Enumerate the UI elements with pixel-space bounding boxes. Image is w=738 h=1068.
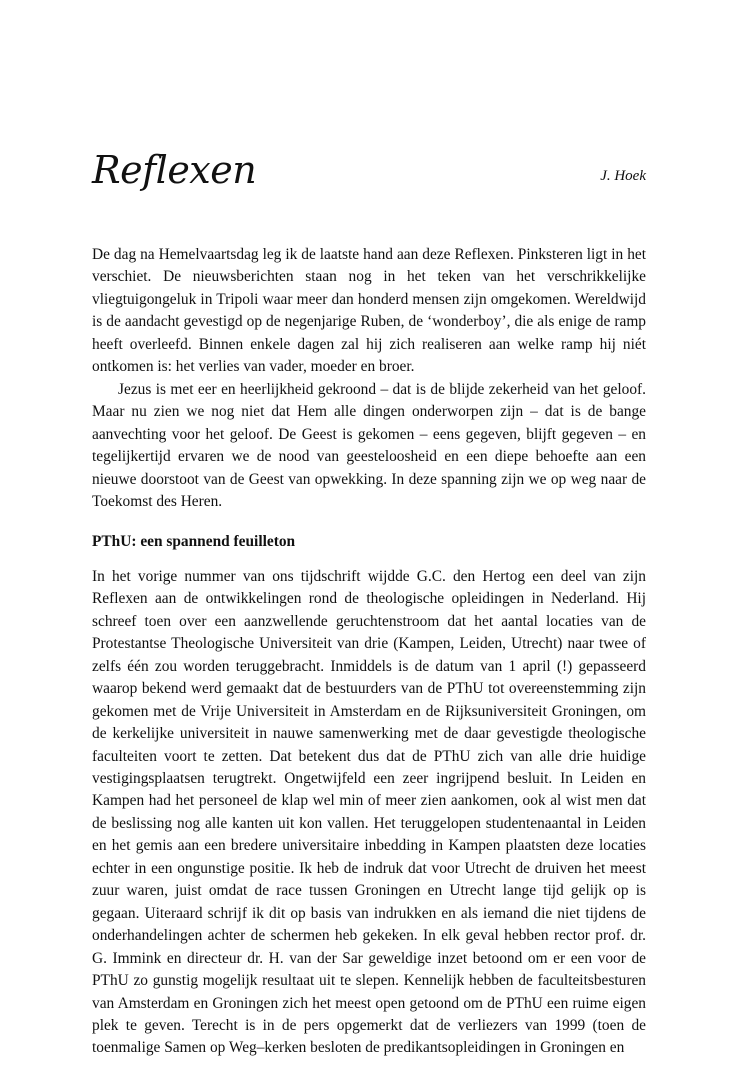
section-heading: PThU: een spannend feuilleton (92, 533, 296, 551)
paragraph-3: In het vorige nummer van ons tijdschrift wijdde G.C. den Hertog een deel van zijn Reflexen aan de ontwikkelingen rond de theologische opleidingen in Nederland. Hij schreef toen over een aanzwellende geruchtenstroom dat het aantal locaties van de Protestantse Theologische Universiteit van drie (Kampen, Leiden, Utrecht) naar twee of zelfs één zou worden teruggebracht. Inmiddels is de datum van 1 april (!) gepasseerd waarop bekend werd gemaakt dat de bestuurders van de PThU tot overeenstemming zijn gekomen met de Vrije Universiteit in Amsterdam en de Rijksuniversiteit Groningen, om de kerkelijke universiteit in nauwe samenwerking met de daar gevestigde theologische faculteiten voort te zetten. Dat betekent dus dat de PThU zich van alle drie huidige vestigingsplaatsen terugtrekt. Ongetwijfeld een zeer ingrijpend besluit. In Leiden en Kampen had het personeel de klap wel min of meer zien aankomen, ook al wist men dat de beslissing nog alle kanten uit kon vallen. Het teruggelopen studentenaantal in Leiden en het gemis aan een bredere universitaire inbedding in Kampen plaatsten deze locaties echter in een ongunstige positie. Ik heb de indruk dat voor Utrecht de druiven het meest zuur waren, juist omdat de race tussen Groningen en Utrecht lange tijd gelijk op is gegaan. Uiteraard schrijf ik dit op basis van indrukken en als iemand die niet tijdens de onderhandelingen achter de schermen heb gekeken. In elk geval hebben rector prof. dr. G. Immink en directeur dr. H. van der Sar geweldige inzet betoond om er een voor de PThU zo gunstig mogelijk resultaat uit te slepen. Kennelijk hebben de faculteitsbesturen van Amsterdam en Groningen zich het meest open getoond om de PThU een ruime eigen plek te geven. Terecht is in de pers opgemerkt dat de verliezers van 1999 (toen de toenmalige Samen op Weg–kerken besloten de predikantsopleidingen in Groningen en (92, 567, 646, 1057)
article-body (92, 244, 646, 1060)
document-page (92, 0, 646, 1068)
article-header (92, 148, 646, 198)
article-title: Reflexen (92, 148, 257, 192)
article-author: J. Hoek (600, 168, 646, 184)
paragraph-1: De dag na Hemelvaartsdag leg ik de laatste hand aan deze Reflexen. Pinksteren ligt in het verschiet. De nieuwsberichten staan nog in het teken van het verschrikkelijke vliegtuigongeluk in Tripoli waar meer dan honderd mensen zijn omgekomen. Wereldwijd is de aandacht gevestigd op de negenjarige Ruben, de ‘wonderboy’, die als enige de ramp heeft overleefd. Binnen enkele dagen zal hij zich realiseren aan welke ramp hij niét ontkomen is: het verlies van vader, moeder en broer. (92, 246, 646, 376)
paragraph-2: Jezus is met eer en heerlijkheid gekroond – dat is de blijde zekerheid van het geloof. Maar nu zien we nog niet dat Hem alle dingen onderworpen zijn – dat is de bange aanvechting voor het geloof. De Geest is gekomen – eens gegeven, blijft gegeven – en tegelijkertijd ervaren we de nood van geesteloosheid en een diepe behoefte aan een nieuwe doorstoot van de Geest van opwekking. In deze spanning zijn we op weg naar de Toekomst des Heren. (92, 380, 646, 510)
